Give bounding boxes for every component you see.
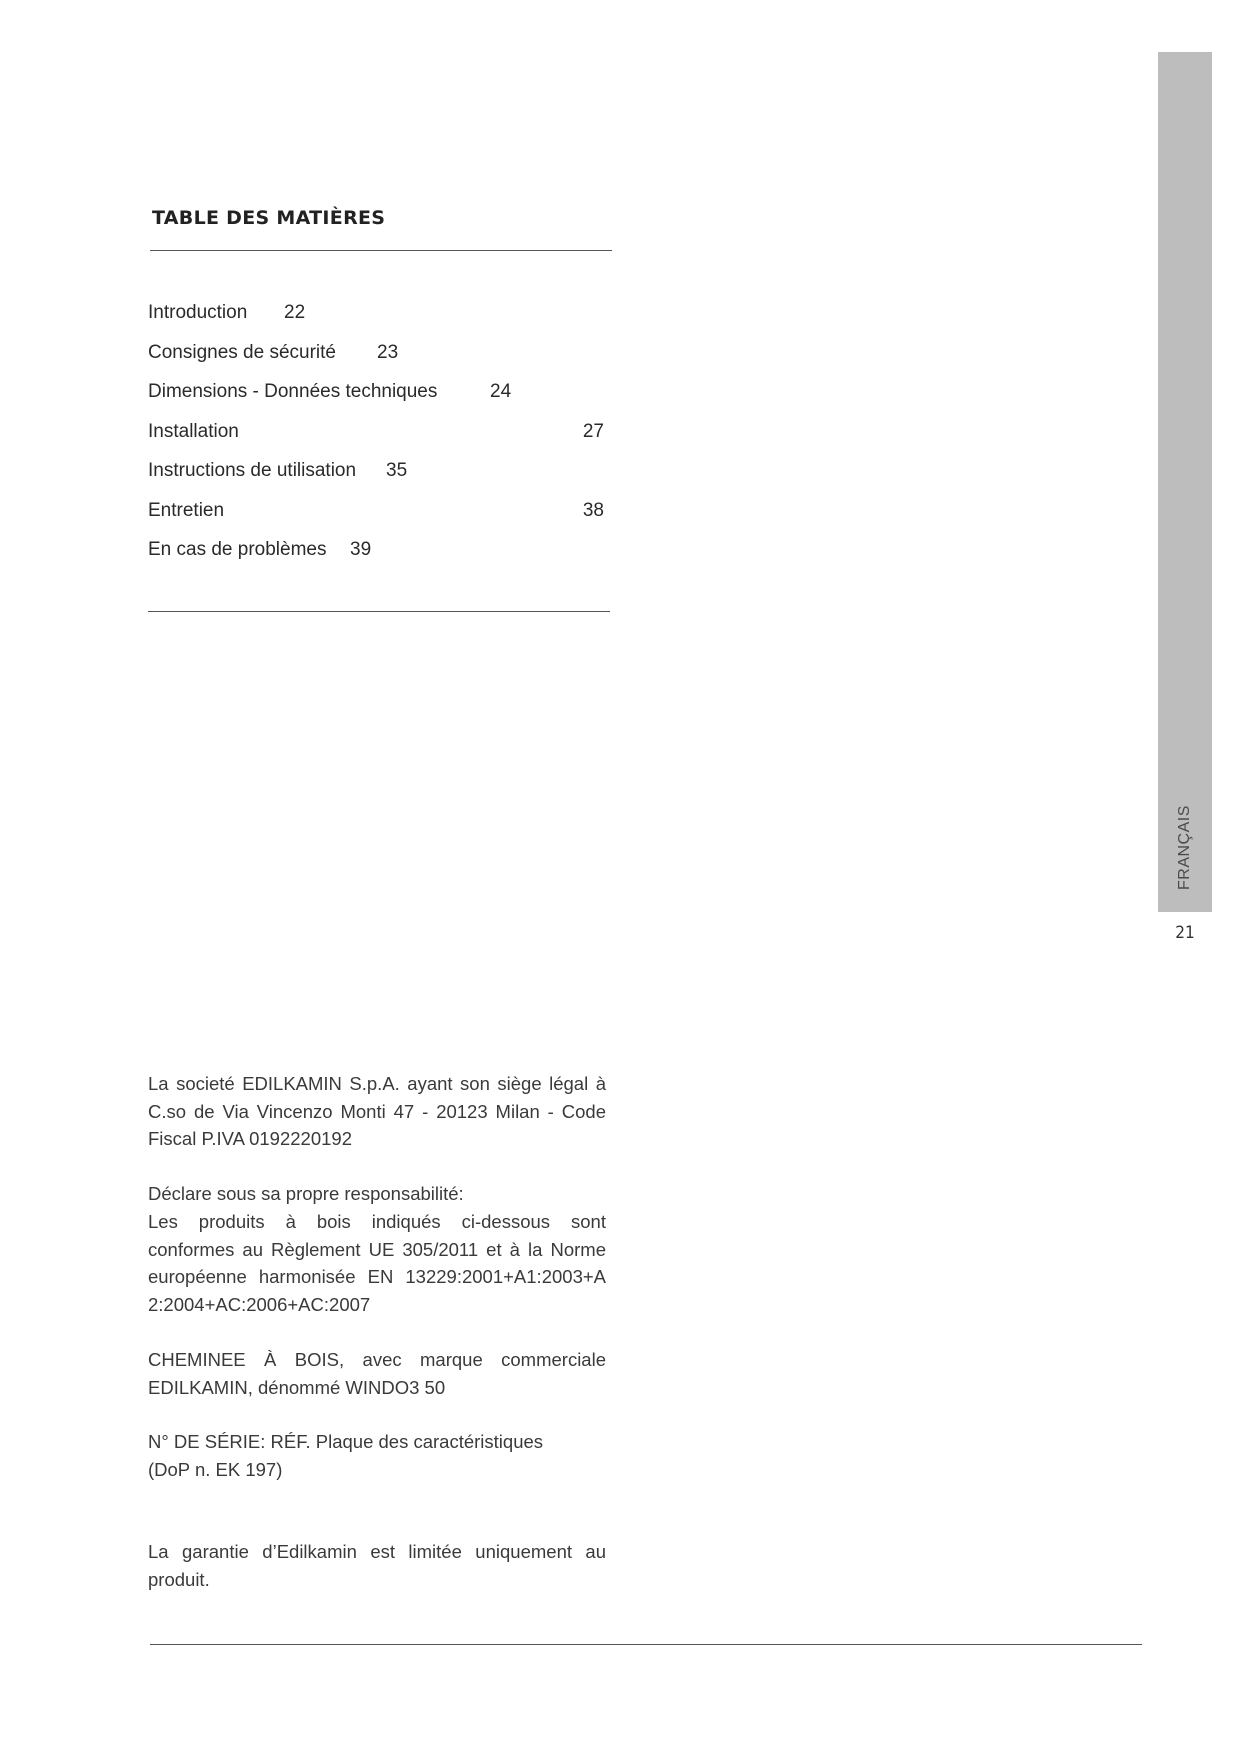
toc-item-page: 39 — [350, 539, 372, 560]
toc-item-label: Entretien — [148, 499, 225, 521]
declaration-statement: Déclare sous sa propre responsabilité: — [148, 1183, 464, 1204]
language-label: FRANÇAIS — [1176, 805, 1193, 890]
company-paragraph: La societé EDILKAMIN S.p.A. ayant son siège légal à C.so de Via Vincenzo Monti 47 - 20123 Milan - Code Fiscal P.IVA 0192220192 — [148, 1073, 606, 1149]
toc-item-label: Installation — [148, 420, 239, 442]
toc-item-safety[interactable] — [148, 342, 610, 382]
language-side-tab — [1158, 52, 1212, 912]
toc-item-label: En cas de problèmes — [148, 539, 327, 560]
toc-item-installation[interactable] — [148, 421, 610, 461]
toc-item-label: Instructions de utilisation — [148, 460, 357, 481]
toc-item-page: 35 — [386, 460, 408, 481]
table-of-contents — [148, 302, 610, 579]
toc-bottom-divider — [148, 611, 610, 612]
toc-item-troubleshooting[interactable] — [148, 539, 610, 579]
toc-item-label: Consignes de sécurité — [148, 341, 336, 363]
toc-item-dimensions[interactable] — [148, 381, 610, 421]
footer-divider — [150, 1644, 1142, 1645]
toc-item-page: 27 — [582, 420, 604, 442]
toc-item-introduction[interactable] — [148, 302, 610, 342]
products-paragraph: Les produits à bois indiqués ci-dessous sont conformes au Règlement UE 305/2011 et à la Norme européenne harmonisée EN 13229:2001+A1:2003+A 2:2004+AC:2006+AC:2007 — [148, 1211, 606, 1315]
serial-paragraph: N° DE SÉRIE: RÉF. Plaque des caractéristiques (DoP n. EK 197) — [148, 1431, 544, 1480]
toc-item-page: 22 — [284, 302, 306, 323]
product-paragraph: CHEMINEE À BOIS, avec marque commerciale EDILKAMIN, dénommé WINDO3 50 — [148, 1349, 606, 1398]
toc-title: TABLE DES MATIÈRES — [152, 207, 386, 229]
toc-item-maintenance[interactable] — [148, 500, 610, 540]
toc-item-page: 24 — [490, 381, 512, 402]
toc-item-label: Dimensions - Données techniques — [148, 381, 438, 402]
toc-item-instructions[interactable] — [148, 460, 610, 500]
toc-item-page: 38 — [582, 499, 604, 521]
toc-item-label: Introduction — [148, 302, 248, 323]
toc-item-page: 23 — [377, 341, 399, 363]
toc-top-divider — [150, 250, 612, 251]
page-number: 21 — [1175, 923, 1195, 943]
warranty-paragraph: La garantie d’Edilkamin est limitée uniquement au produit. — [148, 1541, 606, 1590]
